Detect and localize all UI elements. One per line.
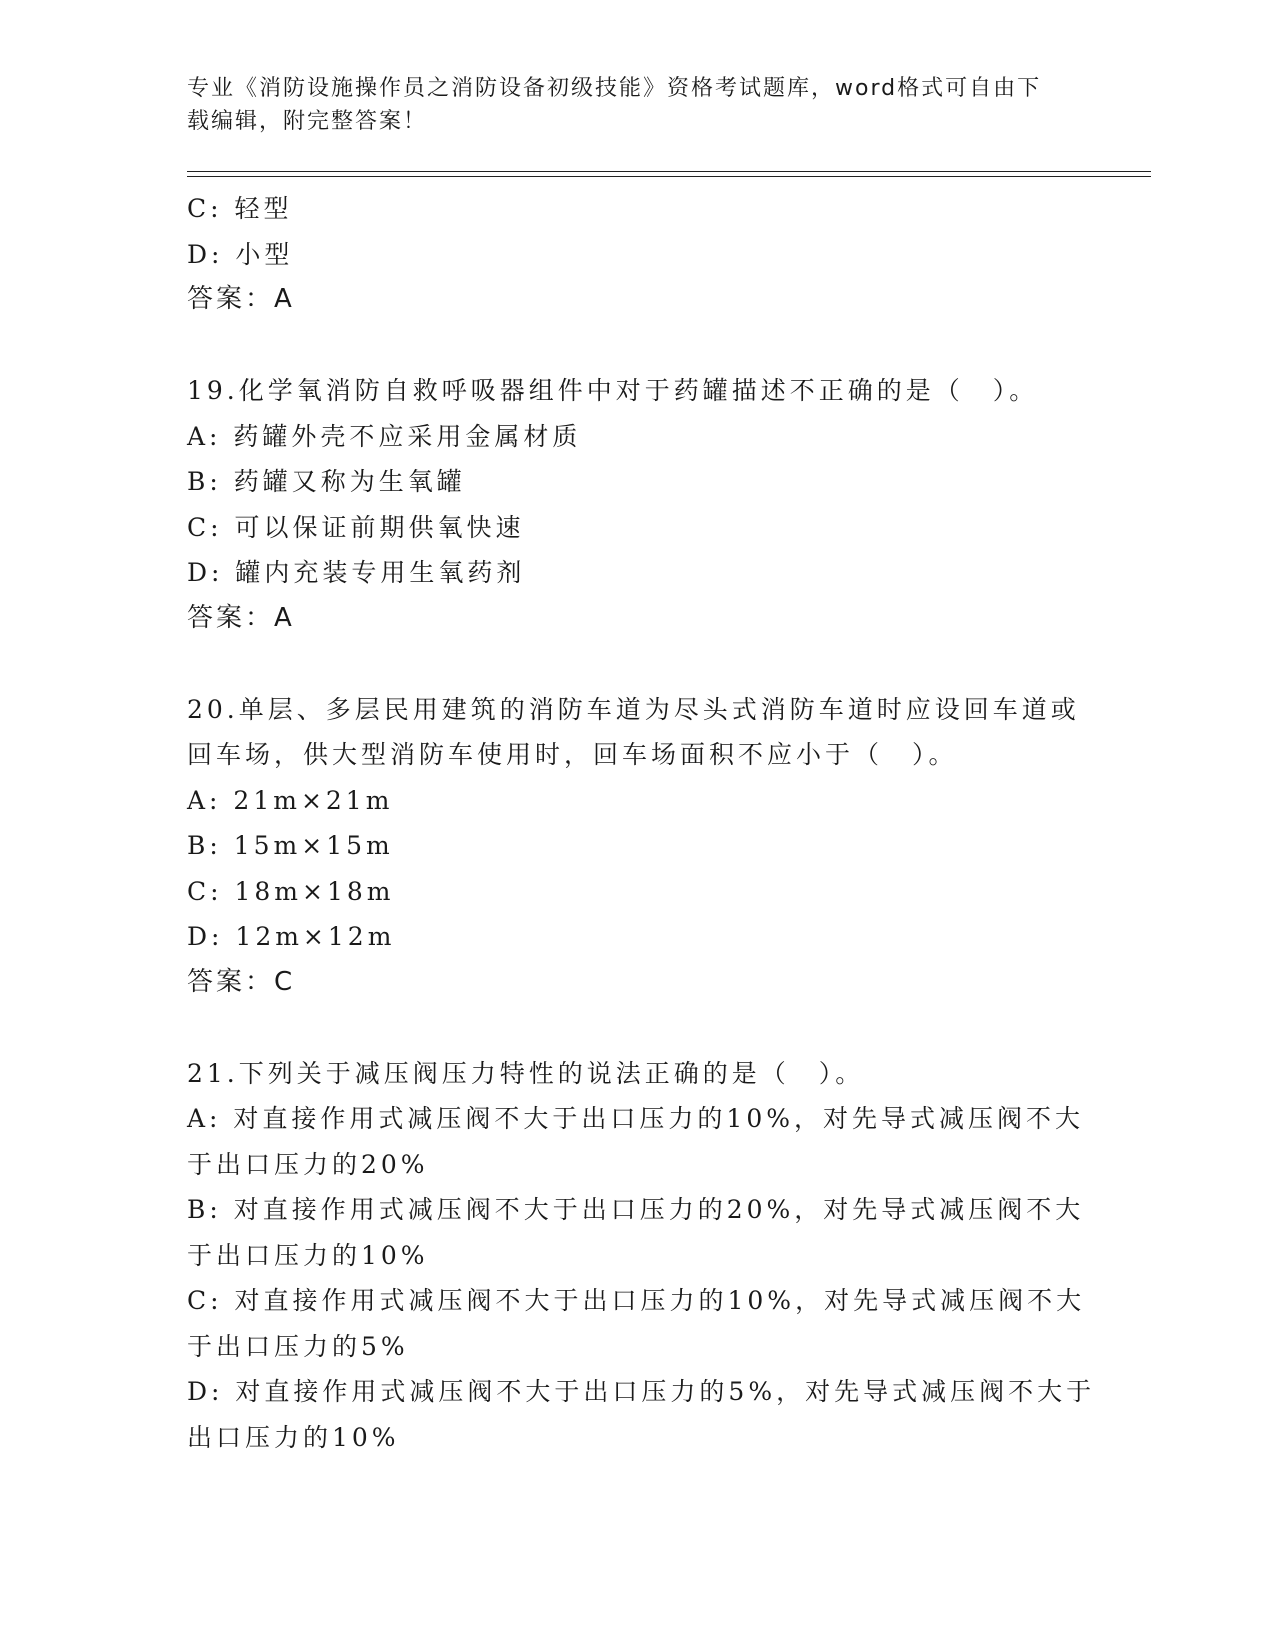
option-a: A: 药罐外壳不应采用金属材质 [187, 421, 582, 451]
option-c-line-2: 于出口压力的5% [187, 1331, 409, 1361]
option-b: B: 药罐又称为生氧罐 [187, 467, 466, 496]
header-rule-top [187, 171, 1151, 172]
spacer [187, 1005, 1087, 1051]
answer-label: 答案：C [187, 966, 296, 997]
header-title-line-2: 载编辑，附完整答案！ [187, 109, 428, 134]
option-d: D: 罐内充装专用生氧药剂 [187, 558, 526, 587]
option-a-line-2: 于出口压力的20% [187, 1149, 429, 1179]
option-b-line-2: 于出口压力的10% [187, 1240, 429, 1270]
option-d-line-2: 出口压力的10% [187, 1422, 400, 1452]
option-c: C: 轻型 [187, 194, 293, 223]
option-b-line-1: B: 对直接作用式减压阀不大于出口压力的20%，对先导式减压阀不大 [187, 1195, 1085, 1224]
option-b: B: 15m×15m [187, 831, 394, 860]
question-18-tail [187, 186, 1087, 323]
option-c: C: 18m×18m [187, 876, 395, 906]
answer-label: 答案：A [187, 284, 295, 314]
option-c: C: 可以保证前期供氧快速 [187, 512, 525, 542]
question-20 [187, 687, 1087, 1006]
question-stem: 21.下列关于减压阀压力特性的说法正确的是（ ）。 [187, 1058, 865, 1088]
document-header [187, 72, 1067, 138]
option-d: D: 小型 [187, 239, 294, 269]
document-body [187, 186, 1096, 1460]
question-stem-line-2: 回车场，供大型消防车使用时，回车场面积不应小于（ ）。 [187, 740, 958, 769]
option-d-line-1: D: 对直接作用式减压阀不大于出口压力的5%，对先导式减压阀不大于 [187, 1377, 1096, 1406]
spacer [187, 641, 1087, 687]
option-a-line-1: A: 对直接作用式减压阀不大于出口压力的10%，对先导式减压阀不大 [187, 1104, 1084, 1133]
spacer [187, 323, 1087, 369]
question-19 [187, 368, 1087, 641]
header-rule-bottom [187, 176, 1151, 177]
option-d: D: 12m×12m [187, 922, 396, 951]
question-21 [187, 1051, 1096, 1461]
answer-label: 答案：A [187, 602, 295, 633]
question-stem-line-1: 20.单层、多层民用建筑的消防车道为尽头式消防车道时应设回车道或 [187, 694, 1080, 724]
option-c-line-1: C: 对直接作用式减压阀不大于出口压力的10%，对先导式减压阀不大 [187, 1286, 1086, 1315]
header-title-line-1: 专业《消防设施操作员之消防设备初级技能》资格考试题库，word格式可自由下 [187, 76, 1042, 101]
question-stem: 19.化学氧消防自救呼吸器组件中对于药罐描述不正确的是（ ）。 [187, 376, 1039, 405]
option-a: A: 21m×21m [187, 785, 394, 815]
